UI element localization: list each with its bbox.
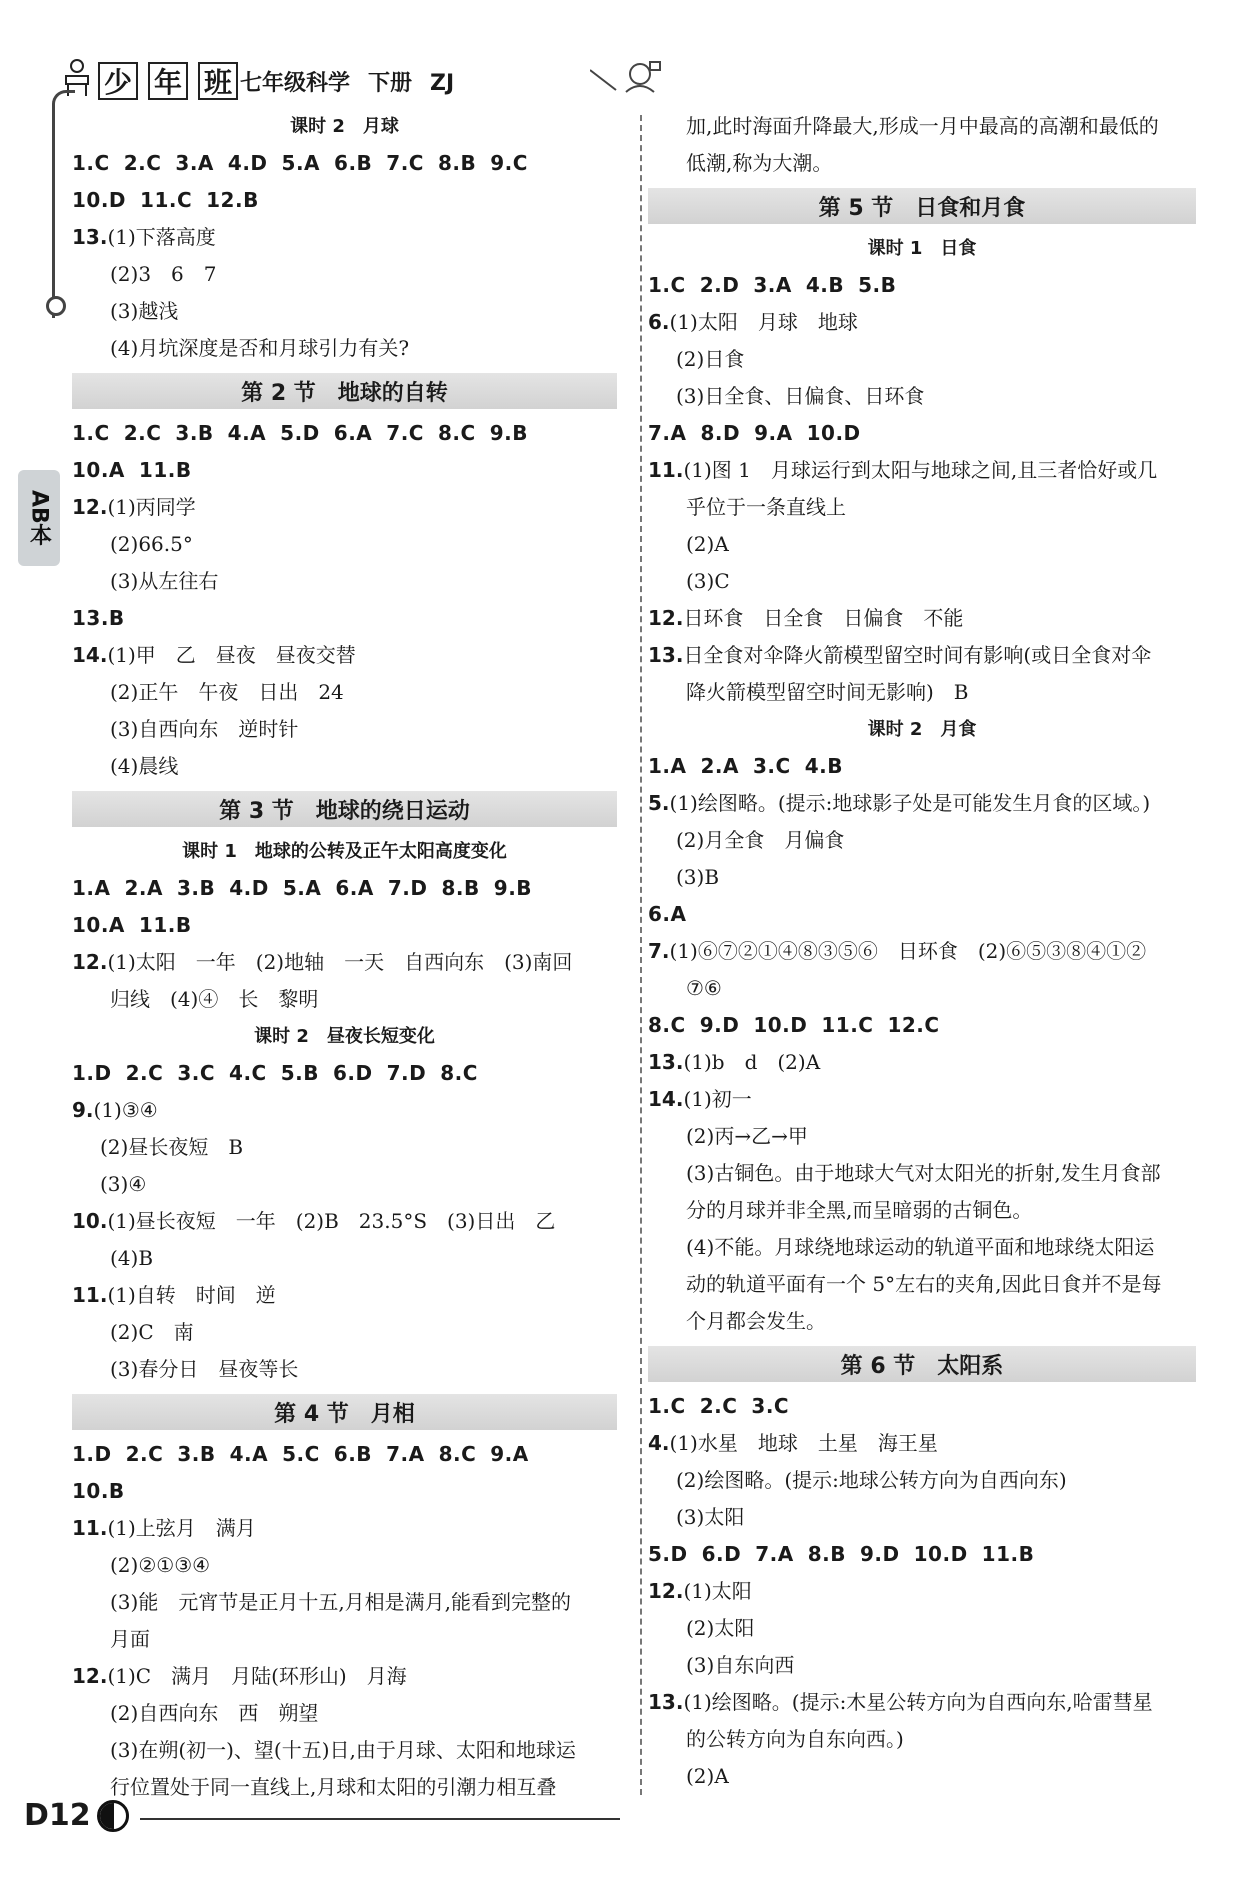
answer-continuation: 乎位于一条直线上 [686, 495, 846, 519]
question-number: 13. [72, 225, 108, 249]
answer-item: 6.A [335, 876, 374, 900]
question-line [648, 1425, 1196, 1462]
answer-continuation: (3)越浅 [110, 299, 179, 323]
page-number: D12 [24, 1798, 91, 1833]
answer-continuation: (3)B [676, 865, 720, 889]
brand-char-3: 班 [198, 62, 238, 100]
answer-continuation: (4)晨线 [110, 754, 179, 778]
answer-text: (1)b d (2)A [683, 1050, 821, 1074]
question-number: 4. [648, 1431, 670, 1455]
answer-item: 2.C [125, 1061, 164, 1085]
answer-item: 8.B [807, 1542, 847, 1566]
answer-continuation: 动的轨道平面有一个 5°左右的夹角,因此日食并不是每 [686, 1272, 1162, 1296]
answer-continuation: (2)日食 [676, 347, 745, 371]
answer-item: 9.D [699, 1013, 740, 1037]
section-title: 第 5 节 日食和月食 [648, 188, 1196, 224]
answer-item: 7.A [648, 421, 687, 445]
answer-continuation: (3)在朔(初一)、望(十五)日,由于月球、太阳和地球运 [110, 1738, 576, 1762]
answer-item: 10.D [753, 1013, 808, 1037]
answer-continuation: (2)自西向东 西 朔望 [110, 1701, 319, 1725]
answer-continuation: (4)月坑深度是否和月球引力有关? [110, 336, 410, 360]
answer-item: 11.C [821, 1013, 874, 1037]
lesson-title: 课时 2 月食 [867, 719, 977, 740]
answer-continuation: (2)A [686, 532, 729, 556]
answer-item: 5.B [280, 1061, 319, 1085]
answer-continuation: 加,此时海面升降最大,形成一月中最高的高潮和最低的 [686, 114, 1159, 138]
lesson-title: 课时 2 月球 [290, 116, 399, 137]
answer-continuation: (2)绘图略。(提示:地球公转方向为自西向东) [676, 1468, 1067, 1492]
question-number: 12. [72, 495, 108, 519]
answer-item: 5.A [282, 876, 322, 900]
answer-item: 4.A [227, 421, 267, 445]
answer-row [648, 1536, 1196, 1573]
answer-text: (1)初一 [683, 1087, 752, 1111]
answer-text: (1)图 1 月球运行到太阳与地球之间,且三者恰好或几 [683, 458, 1158, 482]
answer-text: (1)太阳 [683, 1579, 752, 1603]
right-column [648, 108, 1196, 1795]
answer-continuation: (2)月全食 月偏食 [676, 828, 845, 852]
answer-item: 5.B [858, 273, 897, 297]
answer-row [72, 600, 617, 637]
answer-text: (1)下落高度 [107, 225, 216, 249]
answer-item: 5.D [280, 421, 320, 445]
answer-item: 1.D [72, 1442, 112, 1466]
answer-item: 4.B [804, 754, 843, 778]
answer-row [72, 182, 617, 219]
answer-item: 1.C [72, 421, 110, 445]
question-line [72, 489, 617, 526]
answer-continuation: (3)自东向西 [686, 1653, 795, 1677]
question-line [648, 637, 1196, 674]
answer-text: 日全食对伞降火箭模型留空时间有影响(或日全食对伞 [683, 643, 1152, 667]
answer-item: 7.D [387, 876, 428, 900]
question-number: 9. [72, 1098, 94, 1122]
answer-item: 10.B [72, 1479, 125, 1503]
question-number: 12. [72, 950, 108, 974]
answer-item: 7.C [386, 151, 424, 175]
lesson-title: 课时 1 地球的公转及正午太阳高度变化 [182, 841, 507, 862]
question-line [648, 304, 1196, 341]
answer-item: 8.D [700, 421, 741, 445]
section-title: 第 2 节 地球的自转 [72, 373, 617, 409]
answer-item: 6.B [333, 1442, 373, 1466]
section-title: 第 6 节 太阳系 [648, 1346, 1196, 1382]
answer-continuation: (4)不能。月球绕地球运动的轨道平面和地球绕太阳运 [686, 1235, 1155, 1259]
answer-text: (1)绘图略。(提示:地球影子处是可能发生月食的区域。) [669, 791, 1151, 815]
question-line [72, 1658, 617, 1695]
answer-item: 3.A [753, 273, 792, 297]
answer-item: 4.B [805, 273, 845, 297]
answer-item: 7.C [386, 421, 424, 445]
question-number: 11. [648, 458, 684, 482]
question-number: 13. [648, 1050, 684, 1074]
answer-text: 日环食 日全食 日偏食 不能 [683, 606, 964, 630]
answer-continuation: (4)B [110, 1246, 154, 1270]
section-title: 第 3 节 地球的绕日运动 [72, 791, 617, 827]
answer-item: 8.B [438, 151, 477, 175]
answer-continuation: 分的月球并非全黑,而呈暗弱的古铜色。 [686, 1198, 1033, 1222]
answer-item: 8.C [440, 1061, 478, 1085]
answer-text: (1)C 满月 月陆(环形山) 月海 [107, 1664, 407, 1688]
answer-continuation: (2)正午 午夜 日出 24 [110, 680, 344, 704]
question-line [648, 1573, 1196, 1610]
answer-item: 2.C [123, 421, 162, 445]
brand-char-1: 少 [98, 62, 138, 100]
footer-rule [140, 1818, 620, 1820]
answer-continuation: (2)②①③④ [110, 1553, 211, 1577]
question-number: 11. [72, 1283, 108, 1307]
answer-item: 6.A [333, 421, 373, 445]
answer-continuation: (3)春分日 昼夜等长 [110, 1357, 299, 1381]
question-line [72, 1092, 617, 1129]
answer-continuation: (2)66.5° [110, 532, 193, 556]
answer-item: 11.B [138, 458, 192, 482]
moon-icon [97, 1800, 129, 1832]
question-number: 7. [648, 939, 670, 963]
left-column [72, 108, 617, 1806]
answer-row [648, 1388, 1196, 1425]
answer-item: 10.A [72, 458, 125, 482]
answer-row [72, 1436, 617, 1473]
answer-item: 6.A [648, 902, 687, 926]
question-line [648, 1044, 1196, 1081]
answer-continuation: 行位置处于同一直线上,月球和太阳的引潮力相互叠 [110, 1775, 557, 1799]
answer-item: 3.B [177, 876, 216, 900]
answer-row [72, 907, 617, 944]
answer-text: (1)昼长夜短 一年 (2)B 23.5°S (3)日出 乙 [107, 1209, 556, 1233]
answer-continuation: (2)A [686, 1764, 729, 1788]
answer-item: 12.B [206, 188, 259, 212]
answer-item: 3.A [175, 151, 214, 175]
answer-item: 9.A [490, 1442, 529, 1466]
answer-item: 7.D [386, 1061, 427, 1085]
answer-continuation: 月面 [110, 1627, 150, 1651]
answer-continuation: (3)C [686, 569, 730, 593]
answer-item: 4.C [229, 1061, 267, 1085]
answer-row [648, 415, 1196, 452]
answer-row [72, 870, 617, 907]
question-number: 13. [648, 1690, 684, 1714]
answer-item: 1.A [72, 876, 111, 900]
answer-item: 3.B [175, 421, 214, 445]
answer-item: 1.C [648, 1394, 686, 1418]
answer-continuation: (2)昼长夜短 B [100, 1135, 244, 1159]
answer-row [648, 267, 1196, 304]
question-number: 12. [648, 606, 684, 630]
answer-item: 3.C [177, 1061, 216, 1085]
answer-continuation: (3)古铜色。由于地球大气对太阳光的折射,发生月食部 [686, 1161, 1161, 1185]
answer-item: 9.A [754, 421, 793, 445]
page-footer [18, 1798, 129, 1833]
answer-continuation: (3)自西向东 逆时针 [110, 717, 299, 741]
question-line [648, 785, 1196, 822]
header-line [52, 108, 65, 318]
answer-item: 8.B [441, 876, 480, 900]
lesson-title: 课时 2 昼夜长短变化 [254, 1026, 435, 1047]
question-line [648, 1081, 1196, 1118]
answer-text: (1)绘图略。(提示:木星公转方向为自西向东,哈雷彗星 [683, 1690, 1153, 1714]
question-line [648, 452, 1196, 489]
answer-item: 9.B [493, 876, 533, 900]
section-title: 第 4 节 月相 [72, 1394, 617, 1430]
answer-item: 2.C [699, 1394, 738, 1418]
answer-continuation: 个月都会发生。 [686, 1309, 826, 1333]
answer-text: (1)自转 时间 逆 [107, 1283, 276, 1307]
answer-item: 5.C [282, 1442, 320, 1466]
answer-row [72, 452, 617, 489]
answer-item: 1.C [648, 273, 686, 297]
answer-item: 3.C [751, 1394, 790, 1418]
answer-item: 1.D [72, 1061, 112, 1085]
answer-item: 10.D [72, 188, 127, 212]
answer-continuation: 归线 (4)④ 长 黎明 [110, 987, 319, 1011]
question-number: 5. [648, 791, 670, 815]
answer-text: (1)太阳 月球 地球 [669, 310, 858, 334]
answer-item: 5.D [648, 1542, 688, 1566]
answer-item: 8.C [438, 1442, 477, 1466]
header-knob [46, 296, 66, 316]
answer-item: 4.A [229, 1442, 269, 1466]
answer-item: 7.A [386, 1442, 425, 1466]
answer-continuation: (3)能 元宵节是正月十五,月相是满月,能看到完整的 [110, 1590, 572, 1614]
answer-item: 1.C [72, 151, 110, 175]
answer-text: (1)太阳 一年 (2)地轴 一天 自西向东 (3)南回 [107, 950, 573, 974]
answer-continuation: ⑦⑥ [686, 976, 722, 1000]
question-line [72, 944, 617, 981]
side-tab: AB本 [18, 470, 60, 566]
answer-item: 4.D [227, 151, 268, 175]
answer-item: 2.A [124, 876, 163, 900]
answer-continuation: (3)从左往右 [110, 569, 219, 593]
answer-item: 9.C [490, 151, 528, 175]
answer-row [648, 896, 1196, 933]
answer-item: 2.C [125, 1442, 164, 1466]
question-number: 10. [72, 1209, 108, 1233]
answer-item: 10.D [806, 421, 861, 445]
answer-item: 3.B [177, 1442, 216, 1466]
answer-row [72, 145, 617, 182]
header-grade-subject: 七年级科学 [240, 71, 351, 96]
question-line [648, 1684, 1196, 1721]
question-line [72, 219, 617, 256]
answer-item: 2.A [700, 754, 739, 778]
answer-continuation: (3)④ [100, 1172, 147, 1196]
question-line [72, 1277, 617, 1314]
answer-continuation: (2)3 6 7 [110, 262, 217, 286]
answer-item: 7.A [755, 1542, 794, 1566]
answer-text: (1)③④ [93, 1098, 158, 1122]
answer-text: (1)水星 地球 土星 海王星 [669, 1431, 938, 1455]
answer-item: 3.C [753, 754, 791, 778]
answer-continuation: (2)丙→乙→甲 [686, 1124, 808, 1148]
answer-item: 6.D [333, 1061, 373, 1085]
question-number: 11. [72, 1516, 108, 1540]
question-number: 14. [648, 1087, 684, 1111]
answer-row [72, 415, 617, 452]
answer-item: 6.D [701, 1542, 742, 1566]
answer-continuation: (2)太阳 [686, 1616, 755, 1640]
header-volume: 下册 [368, 71, 413, 96]
answer-text: (1)⑥⑦②①④⑧③⑤⑥ 日环食 (2)⑥⑤③⑧④①② [669, 939, 1147, 963]
answer-item: 11.C [140, 188, 193, 212]
answer-continuation: 低潮,称为大潮。 [686, 151, 833, 175]
question-line [72, 637, 617, 674]
answer-item: 12.C [887, 1013, 940, 1037]
answer-continuation: 降火箭模型留空时间无影响) B [686, 680, 969, 704]
question-number: 6. [648, 310, 670, 334]
answer-item: 11.B [981, 1542, 1035, 1566]
answer-item: 10.A [72, 913, 125, 937]
answer-continuation: (3)日全食、日偏食、日环食 [676, 384, 925, 408]
answer-item: 9.D [860, 1542, 900, 1566]
answer-text: (1)甲 乙 昼夜 昼夜交替 [107, 643, 356, 667]
answer-item: 9.B [489, 421, 528, 445]
answer-row [72, 1473, 617, 1510]
answer-continuation: (3)太阳 [676, 1505, 745, 1529]
column-divider [640, 115, 642, 1795]
answer-row [72, 1055, 617, 1092]
answer-item: 2.C [123, 151, 162, 175]
answer-item: 1.A [648, 754, 687, 778]
answer-item: 2.D [699, 273, 740, 297]
answer-row [648, 748, 1196, 785]
answer-text: (1)上弦月 满月 [107, 1516, 256, 1540]
question-line [648, 600, 1196, 637]
answer-continuation: (2)C 南 [110, 1320, 194, 1344]
question-line [72, 1510, 617, 1547]
question-line [72, 1203, 617, 1240]
header-decoration [590, 56, 680, 96]
answer-item: 8.C [438, 421, 476, 445]
answer-text: (1)丙同学 [107, 495, 196, 519]
brand-char-2: 年 [148, 62, 188, 100]
question-number: 14. [72, 643, 108, 667]
question-number: 12. [648, 1579, 684, 1603]
answer-item: 10.D [913, 1542, 968, 1566]
header-title [240, 66, 472, 97]
answer-item: 11.B [138, 913, 192, 937]
answer-item: 4.D [229, 876, 269, 900]
answer-item: 6.B [334, 151, 373, 175]
answer-item: 13.B [72, 606, 125, 630]
lesson-title: 课时 1 日食 [867, 238, 977, 259]
answer-item: 5.A [281, 151, 321, 175]
question-number: 13. [648, 643, 684, 667]
question-line [648, 933, 1196, 970]
answer-continuation: 的公转方向为自东向西。) [686, 1727, 904, 1751]
question-number: 12. [72, 1664, 108, 1688]
answer-row [648, 1007, 1196, 1044]
header-edition: ZJ [430, 71, 455, 96]
answer-item: 8.C [648, 1013, 686, 1037]
